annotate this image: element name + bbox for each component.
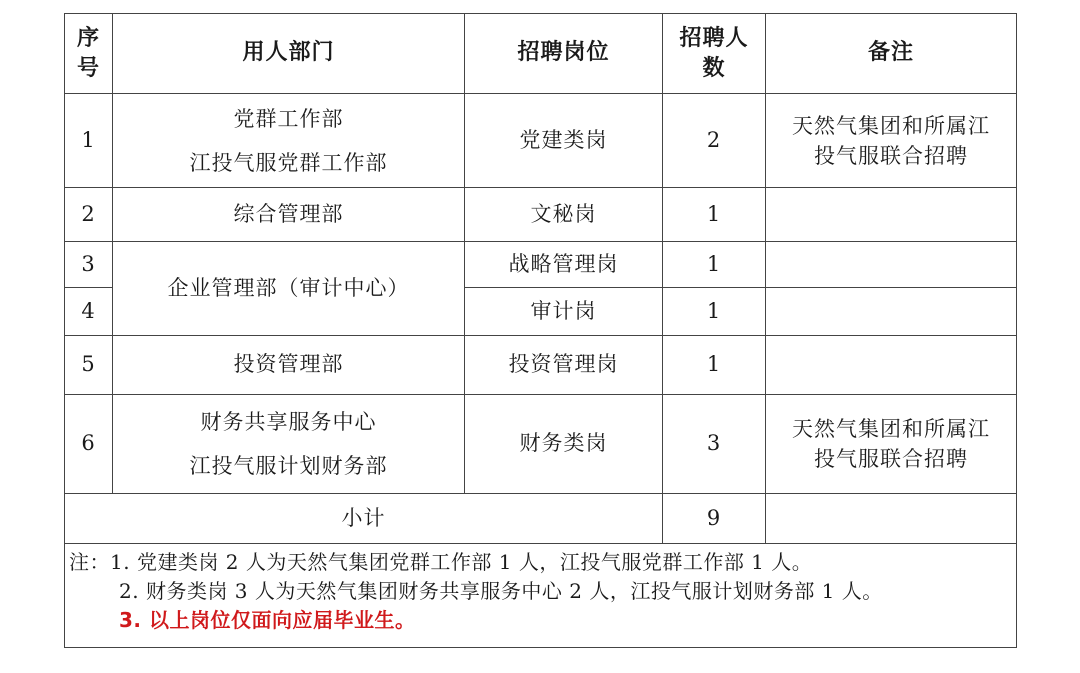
header-remark: 备注 bbox=[766, 14, 1017, 94]
note-line-1: 注：1. 党建类岗 2 人为天然气集团党群工作部 1 人，江投气服党群工作部 1 人。 bbox=[69, 550, 813, 574]
row-dept: 综合管理部 bbox=[113, 188, 465, 242]
row-position: 审计岗 bbox=[465, 288, 663, 336]
table-row bbox=[65, 94, 1017, 188]
row-seq: 6 bbox=[65, 395, 113, 494]
recruitment-table bbox=[64, 13, 1017, 648]
row-seq: 5 bbox=[65, 336, 113, 395]
row-remark bbox=[766, 288, 1017, 336]
row-count: 2 bbox=[663, 94, 766, 188]
note-line-3-highlight: 3. 以上岗位仅面向应届毕业生。 bbox=[119, 608, 416, 632]
header-dept: 用人部门 bbox=[113, 14, 465, 94]
subtotal-count: 9 bbox=[663, 494, 766, 544]
header-seq: 序 号 bbox=[65, 14, 113, 94]
row-remark: 天然气集团和所属江 投气服联合招聘 bbox=[766, 395, 1017, 494]
row-position: 投资管理岗 bbox=[465, 336, 663, 395]
table-row bbox=[65, 242, 1017, 288]
row-seq: 2 bbox=[65, 188, 113, 242]
notes-cell bbox=[65, 544, 1017, 648]
row-seq: 3 bbox=[65, 242, 113, 288]
row-dept: 财务共享服务中心 江投气服计划财务部 bbox=[113, 395, 465, 494]
row-count: 3 bbox=[663, 395, 766, 494]
subtotal-label: 小计 bbox=[65, 494, 663, 544]
row-count: 1 bbox=[663, 242, 766, 288]
row-position: 文秘岗 bbox=[465, 188, 663, 242]
row-count: 1 bbox=[663, 188, 766, 242]
table-row bbox=[65, 336, 1017, 395]
header-position: 招聘岗位 bbox=[465, 14, 663, 94]
table-row bbox=[65, 188, 1017, 242]
row-remark bbox=[766, 188, 1017, 242]
table-header-row bbox=[65, 14, 1017, 94]
row-position: 财务类岗 bbox=[465, 395, 663, 494]
header-count: 招聘人 数 bbox=[663, 14, 766, 94]
table-row bbox=[65, 395, 1017, 494]
subtotal-remark bbox=[766, 494, 1017, 544]
row-count: 1 bbox=[663, 288, 766, 336]
row-count: 1 bbox=[663, 336, 766, 395]
row-seq: 4 bbox=[65, 288, 113, 336]
notes-row bbox=[65, 544, 1017, 648]
row-position: 党建类岗 bbox=[465, 94, 663, 188]
row-dept: 投资管理部 bbox=[113, 336, 465, 395]
subtotal-row bbox=[65, 494, 1017, 544]
row-remark: 天然气集团和所属江 投气服联合招聘 bbox=[766, 94, 1017, 188]
notes-prefix: 注： bbox=[69, 550, 110, 574]
row-remark bbox=[766, 242, 1017, 288]
row-remark bbox=[766, 336, 1017, 395]
row-position: 战略管理岗 bbox=[465, 242, 663, 288]
note-line-2: 2. 财务类岗 3 人为天然气集团财务共享服务中心 2 人，江投气服计划财务部 1 人。 bbox=[119, 579, 883, 603]
row-seq: 1 bbox=[65, 94, 113, 188]
row-dept: 党群工作部 江投气服党群工作部 bbox=[113, 94, 465, 188]
row-dept: 企业管理部（审计中心） bbox=[113, 242, 465, 336]
